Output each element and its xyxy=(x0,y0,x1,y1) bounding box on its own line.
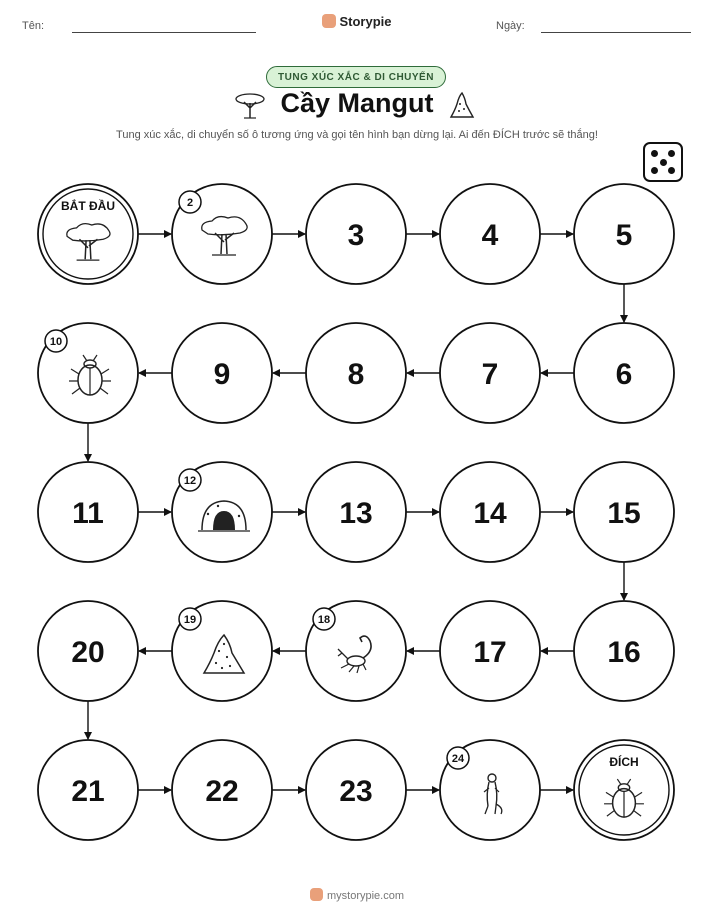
board-space-16 xyxy=(574,601,674,701)
space-number: 19 xyxy=(183,614,197,626)
space-number: 20 xyxy=(71,636,105,669)
space-number: 11 xyxy=(72,497,104,530)
space-number: 22 xyxy=(205,775,239,808)
board-space-3 xyxy=(306,184,406,284)
board-space-13 xyxy=(306,462,406,562)
space-number: 16 xyxy=(607,636,641,669)
board-space-9 xyxy=(172,323,272,423)
activity-badge: TUNG XÚC XẮC & DI CHUYỂN xyxy=(266,66,446,88)
board-space-17 xyxy=(440,601,540,701)
footer xyxy=(0,888,714,902)
board-space-19 xyxy=(172,601,272,701)
space-number: 24 xyxy=(451,753,465,765)
space-number: 21 xyxy=(71,775,105,808)
instructions: Tung xúc xắc, di chuyển số ô tương ứng và gọi tên hình bạn dừng lại. Ai đến ĐÍCH trước sẽ thắng! xyxy=(116,129,598,141)
board-space-23 xyxy=(306,740,406,840)
footer-url: mystorypie.com xyxy=(326,890,405,902)
start-label: BẮT ĐẦU xyxy=(61,199,115,213)
board-space-21 xyxy=(38,740,138,840)
board-space-14 xyxy=(440,462,540,562)
board-space-8 xyxy=(306,323,406,423)
storypie-logo-icon xyxy=(310,888,323,901)
space-number: 2 xyxy=(186,197,194,209)
space-number: 3 xyxy=(347,219,365,252)
finish-label: ĐÍCH xyxy=(609,755,639,769)
space-number: 23 xyxy=(339,775,373,808)
space-number: 17 xyxy=(473,636,507,669)
board-space-6 xyxy=(574,323,674,423)
board-space-4 xyxy=(440,184,540,284)
space-number: 7 xyxy=(481,358,499,391)
space-number: 5 xyxy=(615,219,633,252)
board-space-12 xyxy=(172,462,272,562)
brand-name: Storypie xyxy=(339,14,392,29)
space-number: 15 xyxy=(607,497,641,530)
page-title: Cầy Mangut xyxy=(280,88,434,118)
board-space-11 xyxy=(38,462,138,562)
space-number: 14 xyxy=(473,497,507,530)
board-space-15 xyxy=(574,462,674,562)
finish-space xyxy=(574,740,674,840)
space-number: 18 xyxy=(317,614,331,626)
board-space-5 xyxy=(574,184,674,284)
start-space xyxy=(38,184,138,284)
space-number: 9 xyxy=(213,358,231,391)
board-space-2 xyxy=(172,184,272,284)
space-number: 6 xyxy=(615,358,633,391)
board-space-22 xyxy=(172,740,272,840)
board-space-18 xyxy=(306,601,406,701)
space-number: 8 xyxy=(347,358,365,391)
date-label: Ngày: xyxy=(496,20,525,32)
board-space-7 xyxy=(440,323,540,423)
space-number: 10 xyxy=(49,336,63,348)
board-space-24 xyxy=(440,740,540,840)
space-number: 4 xyxy=(481,219,499,252)
name-label: Tên: xyxy=(22,20,45,32)
space-number: 12 xyxy=(183,475,197,487)
board-space-20 xyxy=(38,601,138,701)
space-number: 13 xyxy=(339,497,373,530)
board-space-10 xyxy=(38,323,138,423)
